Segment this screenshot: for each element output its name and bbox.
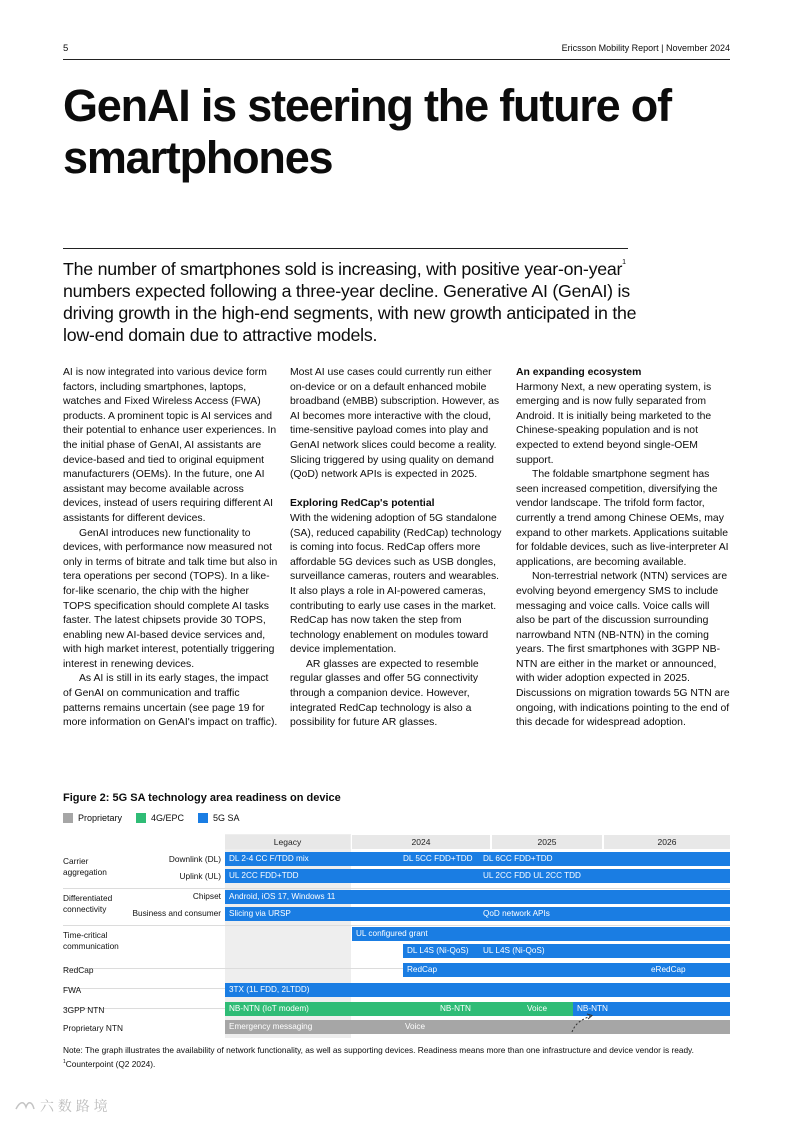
bar-label-ul1: UL 2CC FDD+TDD — [229, 871, 299, 880]
sublabel-chipset: Chipset — [192, 891, 221, 901]
col2-heading: Exploring RedCap's potential — [290, 498, 435, 510]
bar-label-l4s-dl: DL L4S (Ni-QoS) — [407, 946, 469, 955]
watermark-text: 六 数 路 境 — [40, 1098, 108, 1114]
col3-p2: The foldable smartphone segment has seen increased competition, diversifying the vendor landscape. The trifold form factor, currently a trend among Chinese OEMs, may expand to other markets. Applications suitable for foldable devices, such as live-interpreter AI applications, are becoming available. — [516, 469, 729, 568]
legend-proprietary: Proprietary — [78, 813, 123, 823]
figure-legend — [63, 813, 240, 823]
row-label-time-critical: Time-critical communication — [63, 930, 119, 951]
figure-title: Figure 2: 5G SA technology area readiness on device — [63, 792, 341, 804]
bar-label-eredcap: eRedCap — [651, 965, 686, 974]
lead-footnote-ref: 1 — [622, 259, 626, 266]
col1-p2: GenAI introduces new functionality to devices, with performance now measured not only in terms of bitrate and talk time but also in tera operations per second (TOPS). In a like-for-like scenario, the chip with the higher TOPS specification should complete AI tasks faster. The latest chipsets provide 30 TOPS, enabling new AI-based device services and, with high market interest, potentially triggering interest in renewing devices. — [63, 527, 278, 670]
page-number: 5 — [63, 43, 69, 54]
legend-4g: 4G/EPC — [151, 813, 185, 823]
col2-p1: Most AI use cases could currently run either on-device or on a default enhanced mobile broadband (eMBB) subscription. However, as AI becomes more interactive with the cloud, time-sensitive payload comes into play and GenAI network slices could become a reality. Slicing triggered by using quality on demand (QoD) network APIs is expected in 2025. — [290, 367, 500, 481]
column-2 — [290, 366, 505, 731]
col1-p1: AI is now integrated into various device form factors, including smartphones, laptops, watches and Fixed Wireless Access (FWA) products. A prominent topic is AI services and their potential to enhance user experiences. In the initial phase of GenAI, AI assistants are device-based and tied to original equipment manufacturers (OEMs). In the future, one AI assistant may become available across devices, instead of users requiring different AI assistants for different devices. — [63, 367, 277, 524]
row-label-proprietary-ntn: Proprietary NTN — [63, 1023, 123, 1033]
col3-heading: An expanding ecosystem — [516, 367, 642, 378]
footnote — [63, 1059, 155, 1069]
header-rule — [63, 59, 730, 60]
row-label-differentiated: Differentiated connectivity — [63, 893, 113, 914]
bar-label-dl3: DL 6CC FDD+TDD — [483, 854, 553, 863]
lead-rule — [63, 248, 628, 249]
legend-swatch-proprietary — [63, 813, 73, 823]
footnote-text: Counterpoint (Q2 2024). — [65, 1059, 156, 1069]
bar-label-nb2: NB-NTN — [440, 1004, 471, 1013]
sublabel-business: Business and consumer — [132, 908, 221, 918]
footnote-number: 1 — [63, 1059, 66, 1065]
bar-label-nb1: NB-NTN (IoT modem) — [229, 1004, 309, 1013]
col2-p2: With the widening adoption of 5G standalone (SA), reduced capability (RedCap) technology is coming into focus. RedCap offers more affordable 5G devices such as USB dongles, surveillance cameras, routers and wearables. It also plays a role in AI-powered cameras, contributing to early use cases in the market. RedCap has now taken the step from technology enablement on modules toward device implementation. — [290, 512, 502, 656]
bar-label-voice: Voice — [527, 1004, 548, 1013]
migration-arrow-icon — [568, 1012, 598, 1034]
row-label-3gpp-ntn: 3GPP NTN — [63, 1005, 105, 1015]
bar-label-ul2: UL 2CC FDD UL 2CC TDD — [483, 871, 581, 880]
row-label-carrier: Carrier aggregation — [63, 856, 107, 877]
column-legacy: Legacy — [225, 835, 350, 849]
column-2026: 2026 — [604, 835, 730, 849]
bar-label-emergency: Emergency messaging — [229, 1022, 313, 1031]
col3-p3: Non-terrestrial network (NTN) services are evolving beyond emergency SMS to include messaging and voice calls. Voice calls will also be part of the discussion surrounding narrowband NTN (NB-NTN) in the coming years. The first smartphones with 3GPP NB-NTN are either in the market or announced, with wider adoption expected in 2025. Discussions on migration towards 5G NTN are ongoing, with indications pointing to the end of this decade for widespread adoption. — [516, 571, 730, 729]
bar-label-redcap: RedCap — [407, 965, 438, 974]
col3-p1: Harmony Next, a new operating system, is emerging and is now fully separated from Android. It is initially being marketed to the Chinese-speaking population and is not expected to extend beyond single-OEM support. — [516, 381, 712, 466]
legend-5g: 5G SA — [213, 813, 240, 823]
report-header: Ericsson Mobility Report | November 2024 — [561, 43, 730, 53]
lead-text: The number of smartphones sold is increasing, with positive year-on-year$^1$ numbers expected following a three-year decline. Generative AI (GenAI) is driving growth in the high-end segments, with new growth anticipated in the low-end domain due to attractive models. — [63, 259, 637, 345]
bar-label-pvoice: Voice — [405, 1022, 426, 1031]
bar-business — [225, 907, 730, 921]
legend-swatch-4g — [136, 813, 146, 823]
page-title: GenAI is steering the future of smartphones — [63, 80, 671, 183]
column-2025: 2025 — [492, 835, 602, 849]
lead-paragraph — [63, 258, 643, 346]
bar-label-ulcg: UL configured grant — [356, 929, 428, 938]
sublabel-uplink: Uplink (UL) — [179, 871, 221, 881]
bar-uplink — [225, 869, 730, 883]
sublabel-downlink: Downlink (DL) — [168, 854, 221, 864]
row-label-fwa: FWA — [63, 985, 82, 995]
row-separator — [63, 888, 730, 889]
column-3 — [516, 366, 731, 731]
figure-note: Note: The graph illustrates the availability of network functionality, as well as supporting devices. Readiness means more than one infrastructure and device vendor is ready. — [63, 1045, 694, 1055]
bar-label-fwa: 3TX (1L FDD, 2LTDD) — [229, 985, 310, 994]
readiness-chart — [63, 834, 730, 1038]
column-2024: 2024 — [352, 835, 490, 849]
watermark-logo-icon — [14, 1099, 36, 1113]
bar-label-l4s-ul: UL L4S (Ni-QoS) — [483, 946, 545, 955]
bar-label-dl1: DL 2-4 CC F/TDD mix — [229, 854, 309, 863]
row-label-redcap: RedCap — [63, 965, 94, 975]
bar-label-qod: QoD network APIs — [483, 909, 550, 918]
watermark — [14, 1096, 108, 1116]
col2-p3: AR glasses are expected to resemble regular glasses and offer 5G connectivity through a companion device. However, integrated RedCap technology is also a possibility for future AR glasses. — [290, 658, 479, 729]
bar-label-dl2: DL 5CC FDD+TDD — [403, 854, 473, 863]
column-1 — [63, 366, 278, 731]
bar-label-nb3: NB-NTN — [577, 1004, 608, 1013]
legend-swatch-5g — [198, 813, 208, 823]
bar-label-slicing: Slicing via URSP — [229, 909, 291, 918]
bar-label-chipset: Android, iOS 17, Windows 11 — [229, 892, 336, 901]
col1-p3: As AI is still in its early stages, the impact of GenAI on communication and traffic patterns remains uncertain (see page 19 for more information on GenAI's impact on traffic). — [63, 673, 278, 729]
row-separator — [63, 925, 730, 926]
